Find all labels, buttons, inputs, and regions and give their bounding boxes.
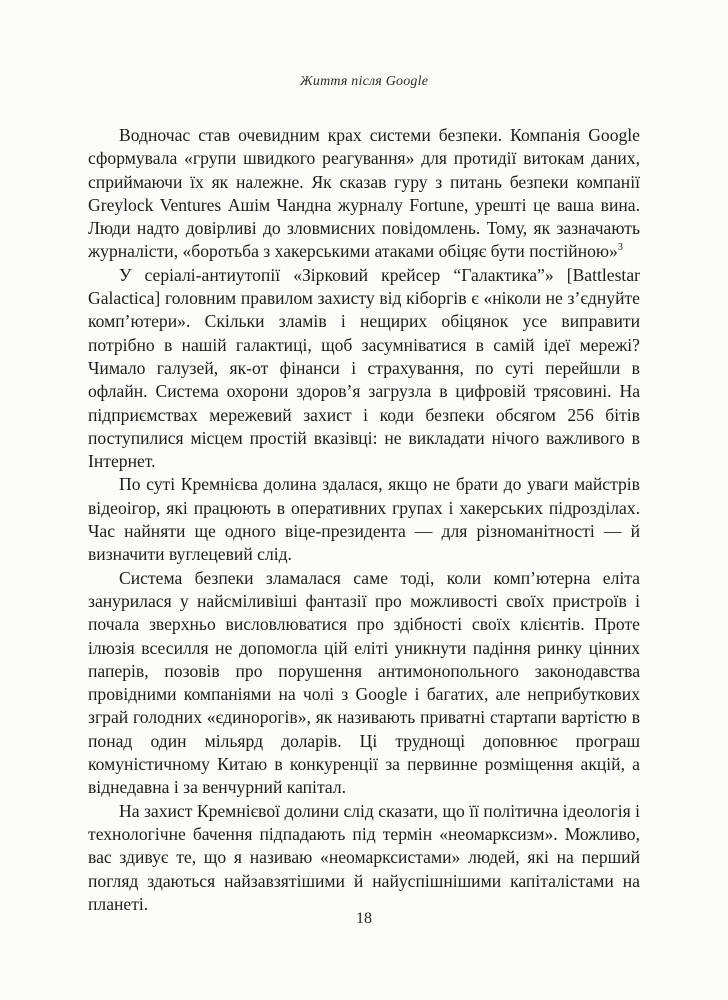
body-text [88,124,640,916]
paragraph-3: По суті Кремнієва долина здалася, якщо не брати до уваги майстрів відеоігор, які працюють в оперативних групах і хакерських підрозділах. Час найняти ще одного віце-президента — для різноманітності — й визначити вуглецевий слід. [88,474,640,565]
paragraph-4: Система безпеки зламалася саме тоді, коли комп’ютерна еліта занурилася у найсміливіші фантазії про можливості своїх пристроїв і почала зверхньо висловлюватися про здібності своїх клієнтів. Проте ілюзія всесилля не допомогла цій еліті уникнути падіння ринку цінних паперів, позовів про порушення антимонопольного законодавства провідними компаніями на чолі з Google і багатих, але неприбуткових зграй голодних «єдинорогів», як називають приватні стартапи вартістю в понад один мільярд доларів. Ці труднощі доповнює програш комуністичному Китаю в конкуренції за первинне розміщення акцій, а віднедавна і за венчурний капітал. [88,567,640,798]
footnote-marker[interactable]: 3 [617,242,623,254]
paragraph-5: На захист Кремнієвої долини слід сказати, що її політична ідеологія і технологічне бачення підпадають під термін «неомарксизм». Можливо, вас здивує те, що я називаю «неомарксистами» людей, які на перший погляд здаються найзавзятішими й найуспішнішими капіталістами на планеті. [88,800,640,914]
page-number: 18 [356,910,372,927]
paragraph-1 [88,124,640,264]
paragraph-2: У серіалі-антиутопії «Зірковий крейсер “Галактика”» [Battlestar Galactica] головним правилом захисту від кіборгів є «ніколи не з’єднуйте комп’ютери». Скільки зламів і нещирих обіцянок усе виправити потрібно в нашій галактиці, щоб засумніватися в самій ідеї мережі? Чимало галузей, як-от фінанси і страхування, по суті перейшли в офлайн. Система охорони здоров’я загрузла в цифровій трясовині. На підприємствах мережевий захист і коди безпеки обсягом 256 бітів поступилися місцем простій вказівці: не викладати нічого важливого в Інтернет. [88,264,640,472]
running-head: Життя після Google [299,74,429,89]
paragraph-1-text: Водночас став очевидним крах системи безпеки. Компанія Google сформувала «групи швидкого реагування» для протидії витокам даних, сприймаючи їх як належне. Як сказав гуру з питань безпеки компанії Greylock Ventures Ашім Чандна журналу Fortune, урешті це ваша вина. Люди надто довірливі до зловмисних повідомлень. Тому, як зазначають журналісти, «боротьба з хакерськими атаками обіцяє бути постійною» [88,125,640,262]
